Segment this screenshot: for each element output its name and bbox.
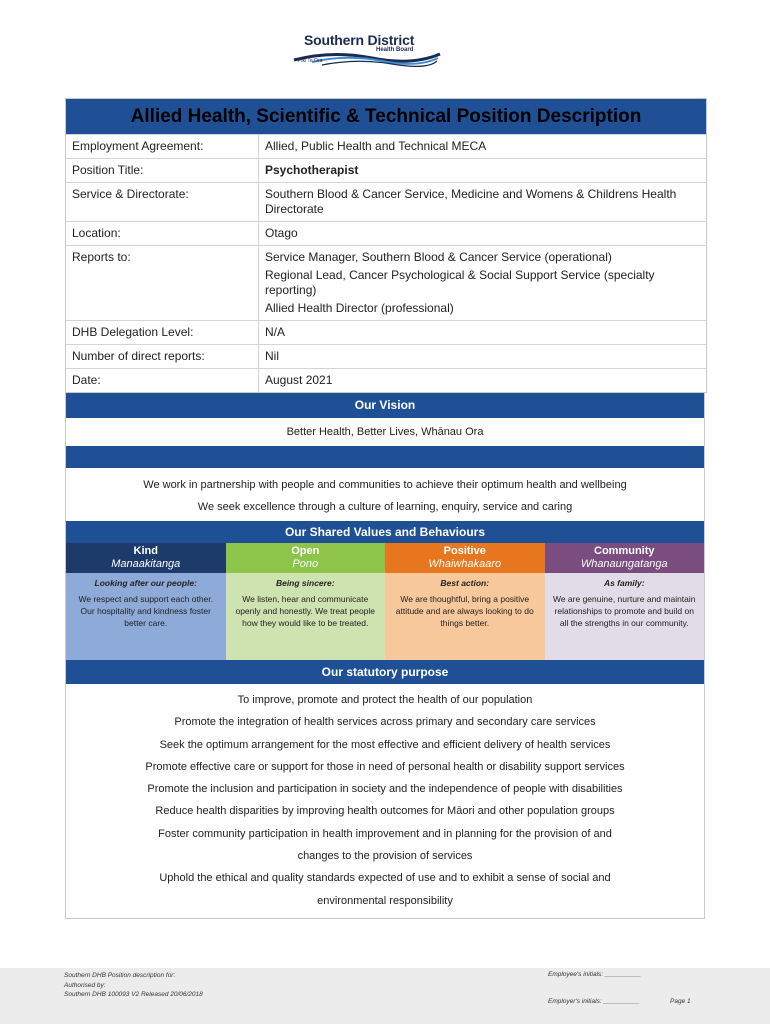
value-behaviour-title: Best action: — [440, 578, 490, 588]
value-description — [66, 573, 226, 660]
purpose-line: Reduce health disparities by improving health outcomes for Māori and other population groups — [155, 805, 615, 818]
value-column-community — [545, 543, 705, 660]
logo-tagline: Piki Te Ora — [298, 58, 323, 64]
detail-label: Reports to: — [66, 246, 259, 320]
detail-value — [259, 369, 706, 392]
value-behaviour-title: Looking after our people: — [94, 578, 197, 588]
detail-value — [259, 159, 706, 182]
value-name: Positive — [443, 545, 486, 557]
value-column-kind — [66, 543, 226, 660]
value-behaviour-text: We are genuine, nurture and maintain relationships to promote and build on all the strengths in our community. — [552, 594, 696, 628]
detail-value-line: Service Manager, Southern Blood & Cancer Service (operational) — [265, 250, 612, 264]
detail-value-line: Regional Lead, Cancer Psychological & Social Support Service (specialty reporting) — [265, 268, 655, 297]
detail-value — [259, 246, 706, 320]
detail-label: Employment Agreement: — [66, 135, 259, 158]
value-header — [545, 543, 705, 573]
value-column-positive — [385, 543, 545, 660]
detail-label: Date: — [66, 369, 259, 392]
value-name: Open — [291, 545, 320, 557]
mission-line: We seek excellence through a culture of learning, enquiry, service and caring — [197, 501, 573, 513]
purpose-line: Promote the inclusion and participation in society and the independence of people with disabilities — [147, 783, 623, 796]
value-maori-name: Manaakitanga — [111, 558, 181, 570]
purpose-heading: Our statutory purpose — [66, 660, 704, 684]
purpose-line: Foster community participation in health improvement and in planning for the provision of and — [158, 827, 612, 840]
value-description — [545, 573, 705, 660]
detail-value-line: Psychotherapist — [265, 163, 359, 177]
footer-description-for: Southern DHB Position description for: — [64, 972, 176, 979]
value-maori-name: Pono — [292, 558, 319, 570]
blank-bar — [66, 446, 704, 468]
detail-value — [259, 135, 706, 158]
page-footer — [0, 968, 770, 1024]
detail-row — [66, 182, 706, 221]
employee-initials: Employee's initials: __________ — [548, 971, 642, 978]
footer-release: Southern DHB 100093 V2 Released 20/06/2018 — [64, 991, 203, 998]
purpose-line: environmental responsibility — [317, 894, 453, 907]
purpose-line: Seek the optimum arrangement for the most effective and efficient delivery of health services — [159, 738, 611, 751]
purpose-line: Uphold the ethical and quality standards expected of use and to exhibit a sense of social and — [159, 872, 611, 885]
detail-row — [66, 158, 706, 182]
mission-statements — [66, 468, 704, 521]
sdhb-logo — [292, 30, 442, 72]
values-heading: Our Shared Values and Behaviours — [66, 521, 704, 543]
detail-value — [259, 345, 706, 368]
detail-label: Location: — [66, 222, 259, 245]
detail-row — [66, 221, 706, 245]
vision-values-section — [65, 392, 705, 919]
value-maori-name: Whaiwhakaaro — [428, 558, 502, 570]
purpose-line: Promote effective care or support for those in need of personal health or disability support services — [145, 760, 625, 773]
value-behaviour-text: We are thoughtful, bring a positive attitude and are always looking to do things better. — [395, 594, 534, 628]
position-details-table — [65, 98, 707, 393]
detail-value-line: August 2021 — [265, 373, 333, 387]
value-behaviour-text: We respect and support each other. Our hospitality and kindness foster better care. — [78, 594, 213, 628]
footer-info — [64, 971, 203, 1000]
detail-row — [66, 368, 706, 392]
detail-row — [66, 344, 706, 368]
logo-subtitle: Health Board — [376, 47, 414, 53]
vision-heading: Our Vision — [66, 393, 704, 418]
detail-value — [259, 222, 706, 245]
detail-value-line: Southern Blood & Cancer Service, Medicine and Womens & Childrens Health Directorate — [265, 187, 677, 216]
value-maori-name: Whanaungatanga — [580, 558, 668, 570]
detail-row — [66, 245, 706, 320]
value-description — [226, 573, 386, 660]
detail-row — [66, 320, 706, 344]
detail-label: Number of direct reports: — [66, 345, 259, 368]
detail-label: Service & Directorate: — [66, 183, 259, 221]
detail-row — [66, 134, 706, 158]
value-header — [385, 543, 545, 573]
detail-value-line: Allied Health Director (professional) — [265, 301, 454, 315]
value-behaviour-title: Being sincere: — [275, 578, 335, 588]
document-title: Allied Health, Scientific & Technical Position Description — [66, 99, 706, 134]
mission-line: We work in partnership with people and communities to achieve their optimum health and wellbeing — [143, 479, 627, 491]
detail-value-line: Otago — [265, 226, 298, 240]
vision-text: Better Health, Better Lives, Whānau Ora — [286, 426, 484, 438]
value-name: Community — [594, 545, 655, 557]
value-header — [226, 543, 386, 573]
detail-value-line: Allied, Public Health and Technical MECA — [265, 139, 487, 153]
detail-value-line: N/A — [265, 325, 286, 339]
purpose-line: Promote the integration of health services across primary and secondary care services — [174, 716, 596, 729]
purpose-line: changes to the provision of services — [297, 850, 473, 863]
value-name: Kind — [133, 545, 158, 557]
detail-label: DHB Delegation Level: — [66, 321, 259, 344]
footer-authorised-by: Authorised by: — [64, 981, 106, 989]
values-grid — [66, 543, 704, 660]
value-behaviour-title: As family: — [603, 578, 645, 588]
purpose-line: To improve, promote and protect the health of our population — [237, 694, 533, 706]
employer-initials: Employer's initials: __________ — [548, 998, 640, 1005]
value-header — [66, 543, 226, 573]
value-description — [385, 573, 545, 660]
detail-value-line: Nil — [265, 349, 279, 363]
purpose-list — [66, 684, 704, 918]
detail-value — [259, 183, 706, 221]
detail-value — [259, 321, 706, 344]
logo-name: Southern District — [304, 32, 415, 48]
value-behaviour-text: We listen, hear and communicate openly and honestly. We treat people how they would like to be treated. — [235, 594, 376, 628]
page-number: Page 1 — [670, 998, 691, 1005]
value-column-open — [226, 543, 386, 660]
detail-label: Position Title: — [66, 159, 259, 182]
